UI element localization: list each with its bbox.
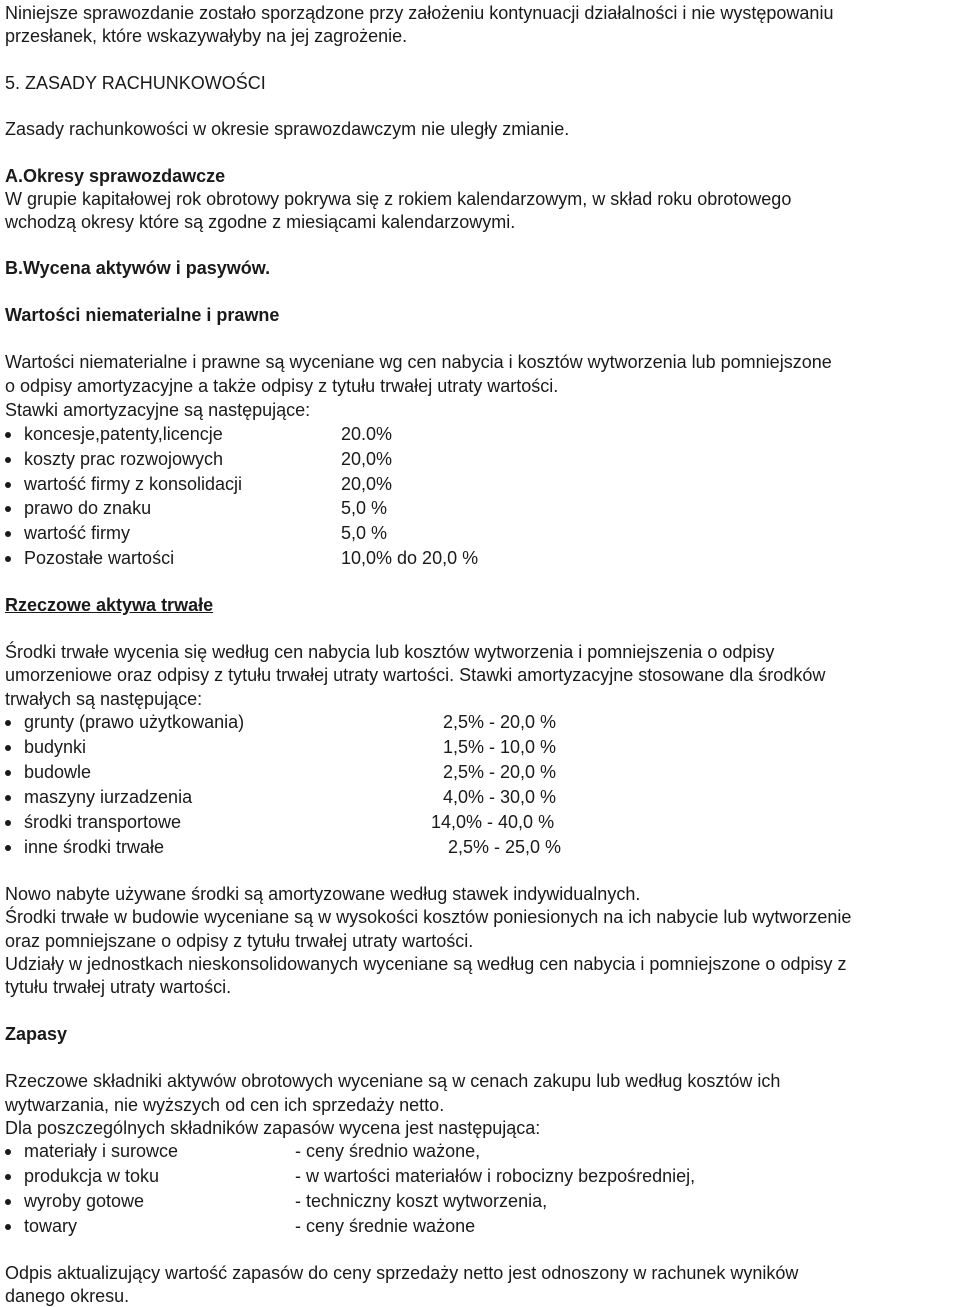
rate-value: 1,5% - 10,0 %	[443, 737, 557, 757]
bullet-icon	[5, 556, 11, 562]
inventory-heading: Zapasy	[5, 1024, 68, 1044]
inventory-value: - ceny średnie ważone	[295, 1216, 476, 1236]
rate-value: 10,0% do 20,0 %	[341, 548, 479, 568]
tangible-paragraph: Nowo nabyte używane środki są amortyzowane według stawek indywidualnych.	[5, 884, 641, 904]
tangible-heading: Rzeczowe aktywa trwałe	[5, 595, 214, 615]
rate-label: prawo do znaku	[24, 498, 152, 518]
bullet-icon	[5, 506, 11, 512]
inventory-label: materiały i surowce	[24, 1141, 179, 1161]
inventory-closing: Odpis aktualizujący wartość zapasów do ceny sprzedaży netto jest odnoszony w rachunek wyników	[5, 1263, 799, 1283]
section-5-text: Zasady rachunkowości w okresie sprawozdawczym nie uległy zmianie.	[5, 119, 570, 139]
bullet-icon	[5, 820, 11, 826]
rate-label: maszyny iurzadzenia	[24, 787, 193, 807]
inventory-value: - techniczny koszt wytworzenia,	[295, 1191, 548, 1211]
rate-value: 2,5% - 20,0 %	[443, 712, 557, 732]
section-5-heading: 5. ZASADY RACHUNKOWOŚCI	[5, 73, 266, 93]
rate-label: budowle	[24, 762, 92, 782]
rate-label: inne środki trwałe	[24, 837, 165, 857]
bullet-icon	[5, 1224, 11, 1230]
tangible-paragraph: Udziały w jednostkach nieskonsolidowanych wyceniane są według cen nabycia i pomniejszone o odpisy z	[5, 954, 847, 974]
inventory-value: - ceny średnio ważone,	[295, 1141, 481, 1161]
inventory-value: - w wartości materiałów i robocizny bezpośredniej,	[295, 1166, 696, 1186]
rate-value: 2,5% - 20,0 %	[443, 762, 557, 782]
bullet-icon	[5, 795, 11, 801]
inventory-label: wyroby gotowe	[24, 1191, 145, 1211]
rate-value: 20.0%	[341, 424, 393, 444]
rate-label: koszty prac rozwojowych	[24, 449, 224, 469]
bullet-icon	[5, 482, 11, 488]
section-a-heading: A.Okresy sprawozdawcze	[5, 166, 226, 186]
rate-value: 2,5% - 25,0 %	[448, 837, 562, 857]
bullet-icon	[5, 531, 11, 537]
bullet-icon	[5, 457, 11, 463]
bullet-icon	[5, 1199, 11, 1205]
bullet-icon	[5, 432, 11, 438]
rate-label: wartość firmy	[24, 523, 131, 543]
intangible-text: o odpisy amortyzacyjne a także odpisy z tytułu trwałej utraty wartości.	[5, 376, 559, 396]
inventory-text: wytwarzania, nie wyższych od cen ich sprzedaży netto.	[5, 1095, 445, 1115]
tangible-paragraph: Środki trwałe w budowie wyceniane są w wysokości kosztów poniesionych na ich nabycie lub wytworzenie	[5, 907, 852, 927]
rate-label: grunty (prawo użytkowania)	[24, 712, 245, 732]
tangible-text: umorzeniowe oraz odpisy z tytułu trwałej utraty wartości. Stawki amortyzacyjne stosowane dla środków	[5, 665, 826, 685]
intro-line: Niniejsze sprawozdanie zostało sporządzone przy założeniu kontynuacji działalności i nie występowaniu	[5, 3, 834, 23]
intangible-text: Wartości niematerialne i prawne są wyceniane wg cen nabycia i kosztów wytworzenia lub pomniejszone	[5, 352, 832, 372]
intro-line: przesłanek, które wskazywałyby na jej zagrożenie.	[5, 26, 408, 46]
bullet-icon	[5, 770, 11, 776]
bullet-icon	[5, 1149, 11, 1155]
rate-label: budynki	[24, 737, 87, 757]
section-a-text: W grupie kapitałowej rok obrotowy pokrywa się z rokiem kalendarzowym, w skład roku obrotowego	[5, 189, 792, 209]
inventory-text: Dla poszczególnych składników zapasów wycena jest następująca:	[5, 1118, 541, 1138]
rate-value: 14,0% - 40,0 %	[431, 812, 555, 832]
rate-value: 20,0%	[341, 474, 393, 494]
bullet-icon	[5, 1174, 11, 1180]
inventory-label: produkcja w toku	[24, 1166, 160, 1186]
rate-label: koncesje,patenty,licencje	[24, 424, 223, 444]
rate-value: 4,0% - 30,0 %	[443, 787, 557, 807]
intangible-heading: Wartości niematerialne i prawne	[5, 305, 280, 325]
bullet-icon	[5, 720, 11, 726]
tangible-text: trwałych są następujące:	[5, 689, 203, 709]
bullet-icon	[5, 845, 11, 851]
inventory-text: Rzeczowe składniki aktywów obrotowych wyceniane są w cenach zakupu lub według kosztów ich	[5, 1071, 781, 1091]
rate-value: 20,0%	[341, 449, 393, 469]
section-b-heading: B.Wycena aktywów i pasywów.	[5, 258, 271, 278]
rate-label: wartość firmy z konsolidacji	[24, 474, 243, 494]
tangible-text: Środki trwałe wycenia się według cen nabycia lub kosztów wytworzenia i pomniejszenia o odpisy	[5, 642, 775, 662]
tangible-paragraph: oraz pomniejszane o odpisy z tytułu trwałej utraty wartości.	[5, 931, 474, 951]
inventory-closing: danego okresu.	[5, 1286, 130, 1306]
rate-value: 5,0 %	[341, 523, 388, 543]
section-a-text: wchodzą okresy które są zgodne z miesiącami kalendarzowymi.	[5, 212, 516, 232]
bullet-icon	[5, 745, 11, 751]
inventory-label: towary	[24, 1216, 78, 1236]
tangible-paragraph: tytułu trwałej utraty wartości.	[5, 977, 232, 997]
rate-label: Pozostałe wartości	[24, 548, 175, 568]
rate-value: 5,0 %	[341, 498, 388, 518]
intangible-rates-intro: Stawki amortyzacyjne są następujące:	[5, 400, 311, 420]
rate-label: środki transportowe	[24, 812, 182, 832]
